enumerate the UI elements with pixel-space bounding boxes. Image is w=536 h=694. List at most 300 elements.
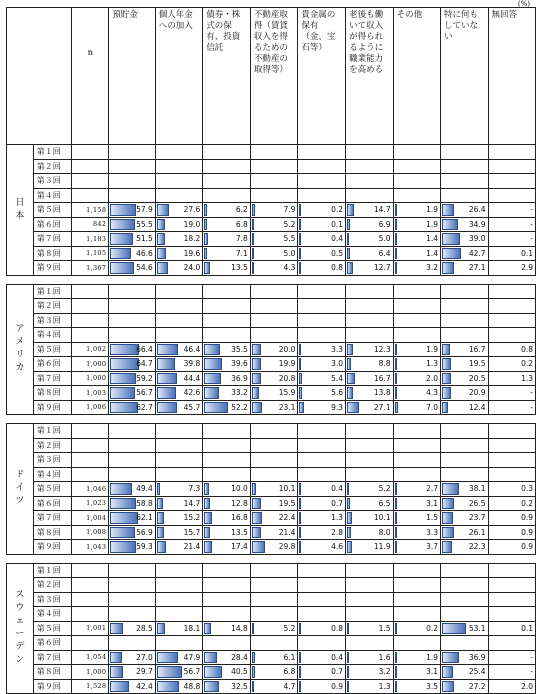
- value-cell: [109, 467, 156, 482]
- value-bar: [204, 498, 210, 510]
- value-label: [533, 176, 535, 185]
- table-row: [7, 342, 536, 357]
- table-row: [7, 563, 536, 578]
- value-cell: [298, 299, 346, 314]
- value-bar: [299, 681, 301, 693]
- value-label: 0.1: [521, 623, 533, 633]
- table-row: [7, 284, 536, 299]
- value-cell: [441, 232, 489, 247]
- value-cell: [298, 159, 346, 174]
- value-label: 27.1: [373, 402, 391, 412]
- value-cell: [393, 467, 440, 482]
- value-label: 1.3: [426, 359, 439, 369]
- sample-size: [71, 453, 109, 468]
- value-label: 62.7: [136, 402, 153, 412]
- value-cell: [155, 540, 203, 555]
- value-cell: [109, 621, 156, 636]
- value-bar: [252, 344, 261, 356]
- value-cell: [441, 299, 489, 314]
- value-label: 55.5: [136, 219, 153, 229]
- value-cell: [250, 357, 298, 372]
- value-bar: [252, 373, 261, 385]
- value-cell: [155, 284, 203, 299]
- round-label: 第１回: [33, 424, 71, 439]
- value-cell: [441, 203, 489, 218]
- value-cell: [393, 246, 440, 261]
- value-label: [533, 580, 535, 589]
- value-cell: [203, 371, 251, 386]
- value-label: [533, 470, 535, 479]
- table-row: [7, 438, 536, 453]
- value-label: [533, 301, 535, 310]
- value-label: 0.9: [521, 513, 533, 523]
- value-label: 20.5: [468, 373, 486, 383]
- value-bar: [442, 344, 450, 356]
- value-cell: [441, 607, 489, 622]
- value-cell: [109, 371, 156, 386]
- value-cell: [203, 232, 251, 247]
- value-label: 3.2: [426, 263, 439, 273]
- value-cell: [203, 174, 251, 189]
- value-cell: [109, 563, 156, 578]
- value-bar: [442, 233, 460, 245]
- round-label: 第３回: [33, 174, 71, 189]
- table-row: [7, 592, 536, 607]
- value-cell: [109, 328, 156, 343]
- value-cell: [346, 188, 394, 203]
- value-cell: [109, 188, 156, 203]
- value-bar: [252, 483, 257, 495]
- table-row: [7, 467, 536, 482]
- value-label: 51.5: [136, 234, 153, 244]
- value-label: [533, 595, 535, 604]
- value-cell: [346, 145, 394, 160]
- value-cell: [109, 525, 156, 540]
- value-cell: [250, 496, 298, 511]
- value-label: 1.6: [378, 652, 391, 662]
- value-bar: [442, 681, 454, 693]
- value-label: 3.3: [331, 344, 344, 354]
- value-cell: [298, 328, 346, 343]
- value-bar: [157, 527, 164, 539]
- table-row: [7, 607, 536, 622]
- value-bar: [252, 387, 259, 399]
- round-label: 第６回: [33, 636, 71, 651]
- value-cell: [298, 386, 346, 401]
- value-label: 0.2: [331, 205, 344, 215]
- value-label: 0.8: [331, 623, 344, 633]
- value-label: -: [530, 667, 533, 677]
- value-cell: [203, 592, 251, 607]
- sample-size: [71, 636, 109, 651]
- value-label: 42.7: [468, 248, 486, 258]
- value-label: 19.9: [278, 359, 296, 369]
- value-label: -: [530, 402, 533, 412]
- value-cell: [203, 246, 251, 261]
- value-cell: [155, 232, 203, 247]
- value-label: -: [530, 205, 533, 215]
- sample-size: 1,008: [71, 525, 109, 540]
- sample-size: 1,367: [71, 261, 109, 276]
- value-bar: [157, 262, 168, 274]
- value-cell: [155, 511, 203, 526]
- value-label: 56.7: [183, 667, 201, 677]
- value-bar: [347, 233, 349, 245]
- value-cell: [488, 592, 535, 607]
- value-bar: [157, 204, 169, 216]
- value-cell: [109, 217, 156, 232]
- value-label: 5.0: [378, 234, 391, 244]
- value-cell: [155, 357, 203, 372]
- round-label: 第１回: [33, 145, 71, 160]
- value-cell: [155, 217, 203, 232]
- value-label: 26.5: [468, 498, 486, 508]
- value-cell: [109, 650, 156, 665]
- value-cell: [203, 217, 251, 232]
- table-row: [7, 386, 536, 401]
- table-row: [7, 482, 536, 497]
- round-label: 第８回: [33, 386, 71, 401]
- value-cell: [298, 188, 346, 203]
- value-cell: [250, 621, 298, 636]
- value-bar: [395, 262, 397, 274]
- value-bar: [110, 248, 131, 260]
- value-bar: [347, 512, 352, 524]
- value-cell: [109, 174, 156, 189]
- value-cell: [441, 621, 489, 636]
- value-label: 66.4: [136, 344, 153, 354]
- value-cell: [203, 284, 251, 299]
- value-bar: [204, 681, 219, 693]
- value-cell: [155, 203, 203, 218]
- value-bar: [347, 498, 350, 510]
- round-label: 第９回: [33, 540, 71, 555]
- value-cell: [109, 261, 156, 276]
- value-bar: [252, 402, 262, 414]
- table-row: [7, 578, 536, 593]
- value-cell: [346, 540, 394, 555]
- value-cell: [109, 313, 156, 328]
- value-label: 8.0: [378, 527, 391, 537]
- table-row: [7, 188, 536, 203]
- value-bar: [110, 527, 135, 539]
- value-bar: [395, 652, 397, 664]
- value-cell: [250, 159, 298, 174]
- value-bar: [110, 204, 135, 216]
- value-bar: [204, 402, 227, 414]
- value-label: 4.7: [283, 681, 296, 691]
- value-bar: [347, 652, 349, 664]
- value-cell: [488, 467, 535, 482]
- table-row: [7, 328, 536, 343]
- value-cell: [346, 246, 394, 261]
- value-cell: [298, 261, 346, 276]
- value-cell: [109, 511, 156, 526]
- value-cell: [441, 246, 489, 261]
- value-label: 19.6: [183, 248, 201, 258]
- value-cell: [109, 299, 156, 314]
- sample-size: 1,000: [71, 357, 109, 372]
- value-cell: [250, 217, 298, 232]
- value-cell: [488, 607, 535, 622]
- value-cell: [250, 665, 298, 680]
- value-cell: [441, 313, 489, 328]
- value-cell: [441, 563, 489, 578]
- value-label: 11.9: [373, 542, 391, 552]
- sample-size: [71, 578, 109, 593]
- value-bar: [299, 512, 301, 524]
- value-label: 56.9: [136, 527, 153, 537]
- value-label: 22.4: [278, 513, 296, 523]
- value-cell: [109, 540, 156, 555]
- value-cell: [346, 438, 394, 453]
- table-row: [7, 679, 536, 694]
- value-bar: [204, 512, 212, 524]
- value-cell: [488, 525, 535, 540]
- round-label: 第２回: [33, 299, 71, 314]
- value-label: 3.1: [426, 667, 439, 677]
- country-label: ア メ リ カ: [7, 284, 34, 415]
- value-cell: [441, 145, 489, 160]
- value-cell: [488, 400, 535, 415]
- value-label: [533, 147, 535, 156]
- value-cell: [488, 188, 535, 203]
- value-cell: [393, 438, 440, 453]
- value-cell: [441, 482, 489, 497]
- value-cell: [298, 607, 346, 622]
- value-bar: [299, 373, 301, 385]
- value-bar: [395, 219, 397, 231]
- value-cell: [393, 261, 440, 276]
- value-label: 3.3: [426, 527, 439, 537]
- value-bar: [204, 527, 210, 539]
- value-bar: [157, 402, 178, 414]
- value-bar: [442, 373, 451, 385]
- value-cell: [155, 650, 203, 665]
- value-label: 38.1: [468, 484, 486, 494]
- value-cell: [250, 467, 298, 482]
- value-cell: [488, 232, 535, 247]
- value-label: 0.2: [521, 498, 533, 508]
- value-cell: [203, 424, 251, 439]
- value-bar: [252, 681, 254, 693]
- value-label: 0.2: [521, 359, 533, 369]
- value-cell: [346, 578, 394, 593]
- sample-size: [71, 592, 109, 607]
- round-label: 第４回: [33, 607, 71, 622]
- value-cell: [155, 174, 203, 189]
- table-row: [7, 540, 536, 555]
- value-bar: [442, 402, 448, 414]
- value-cell: [488, 453, 535, 468]
- value-cell: [203, 313, 251, 328]
- header-corner: [7, 8, 72, 145]
- value-label: 16.7: [468, 344, 486, 354]
- value-label: [533, 566, 535, 575]
- unit-note: (%): [517, 0, 530, 8]
- value-label: 19.5: [278, 498, 296, 508]
- value-cell: [203, 621, 251, 636]
- value-cell: [109, 496, 156, 511]
- value-cell: [109, 424, 156, 439]
- value-label: 4.6: [331, 542, 344, 552]
- value-label: 33.2: [231, 388, 248, 398]
- value-bar: [157, 681, 179, 693]
- value-cell: [203, 438, 251, 453]
- value-cell: [155, 400, 203, 415]
- value-label: 27.0: [136, 652, 153, 662]
- value-cell: [393, 299, 440, 314]
- value-bar: [299, 233, 301, 245]
- sample-size: 1,054: [71, 650, 109, 665]
- sample-size: [71, 188, 109, 203]
- value-bar: [347, 358, 351, 370]
- sample-size: [71, 174, 109, 189]
- value-cell: [250, 188, 298, 203]
- value-cell: [203, 203, 251, 218]
- value-bar: [204, 233, 208, 245]
- value-cell: [203, 188, 251, 203]
- value-cell: [488, 313, 535, 328]
- value-cell: [298, 400, 346, 415]
- value-bar: [299, 344, 301, 356]
- value-bar: [395, 344, 397, 356]
- value-label: [533, 455, 535, 464]
- sample-size: 1,183: [71, 232, 109, 247]
- value-cell: [346, 217, 394, 232]
- value-cell: [488, 159, 535, 174]
- value-label: 46.6: [136, 248, 153, 258]
- value-label: 1.3: [378, 681, 391, 691]
- value-cell: [488, 261, 535, 276]
- value-label: 2.8: [331, 527, 344, 537]
- column-header: 貴金属の保有（金、宝石等）: [298, 8, 346, 145]
- value-label: 3.5: [426, 681, 439, 691]
- value-cell: [393, 525, 440, 540]
- value-cell: [298, 665, 346, 680]
- value-bar: [299, 262, 301, 274]
- value-cell: [155, 246, 203, 261]
- value-cell: [155, 496, 203, 511]
- value-bar: [110, 387, 135, 399]
- value-cell: [203, 496, 251, 511]
- value-bar: [347, 541, 352, 553]
- value-bar: [299, 219, 301, 231]
- value-cell: [346, 482, 394, 497]
- round-label: 第７回: [33, 511, 71, 526]
- value-cell: [346, 467, 394, 482]
- value-bar: [395, 483, 397, 495]
- value-bar: [442, 204, 454, 216]
- value-cell: [250, 313, 298, 328]
- value-cell: [298, 174, 346, 189]
- value-cell: [488, 578, 535, 593]
- value-label: 36.9: [231, 373, 248, 383]
- value-cell: [393, 217, 440, 232]
- value-bar: [347, 219, 350, 231]
- value-cell: [250, 578, 298, 593]
- value-bar: [110, 358, 138, 370]
- value-cell: [203, 578, 251, 593]
- sample-size: 1,528: [71, 679, 109, 694]
- value-bar: [299, 387, 302, 399]
- value-label: 0.9: [331, 681, 344, 691]
- value-cell: [346, 636, 394, 651]
- value-label: 10.1: [278, 484, 296, 494]
- table-row: [7, 496, 536, 511]
- sample-size: [71, 563, 109, 578]
- value-label: 5.2: [283, 219, 296, 229]
- value-cell: [393, 679, 440, 694]
- value-bar: [299, 248, 301, 260]
- value-label: 0.7: [331, 498, 344, 508]
- value-cell: [346, 453, 394, 468]
- table-row: [7, 371, 536, 386]
- value-cell: [109, 679, 156, 694]
- sample-size: 1,023: [71, 496, 109, 511]
- round-label: 第３回: [33, 453, 71, 468]
- value-cell: [155, 342, 203, 357]
- value-label: 62.1: [136, 513, 153, 523]
- value-cell: [298, 650, 346, 665]
- value-label: 2.0: [521, 681, 533, 691]
- value-cell: [441, 174, 489, 189]
- value-label: [533, 638, 535, 647]
- value-label: -: [530, 219, 533, 229]
- value-cell: [203, 679, 251, 694]
- column-header: 個人年金への加入: [155, 8, 203, 145]
- value-cell: [488, 540, 535, 555]
- value-cell: [346, 313, 394, 328]
- value-cell: [250, 299, 298, 314]
- value-cell: [393, 357, 440, 372]
- value-cell: [109, 438, 156, 453]
- round-label: 第６回: [33, 217, 71, 232]
- value-cell: [109, 636, 156, 651]
- value-label: [533, 191, 535, 200]
- value-label: 0.9: [521, 542, 533, 552]
- value-bar: [110, 652, 122, 664]
- value-label: 12.8: [231, 498, 248, 508]
- value-bar: [252, 527, 262, 539]
- value-label: 1.3: [331, 513, 344, 523]
- value-cell: [346, 650, 394, 665]
- value-cell: [298, 357, 346, 372]
- value-bar: [110, 512, 137, 524]
- value-label: 49.4: [136, 484, 153, 494]
- value-label: 5.2: [283, 623, 296, 633]
- value-cell: [441, 328, 489, 343]
- value-cell: [250, 342, 298, 357]
- value-label: 17.4: [231, 542, 248, 552]
- sample-size: [71, 607, 109, 622]
- value-label: 42.6: [183, 388, 201, 398]
- value-cell: [155, 636, 203, 651]
- sample-size: 1,003: [71, 386, 109, 401]
- table-row: [7, 424, 536, 439]
- value-label: 12.3: [373, 344, 391, 354]
- value-bar: [442, 262, 454, 274]
- sample-size: [71, 424, 109, 439]
- value-cell: [393, 342, 440, 357]
- value-cell: [250, 511, 298, 526]
- value-cell: [488, 299, 535, 314]
- round-label: 第８回: [33, 246, 71, 261]
- value-bar: [204, 344, 220, 356]
- value-label: 3.1: [426, 498, 439, 508]
- value-cell: [346, 665, 394, 680]
- value-cell: [298, 342, 346, 357]
